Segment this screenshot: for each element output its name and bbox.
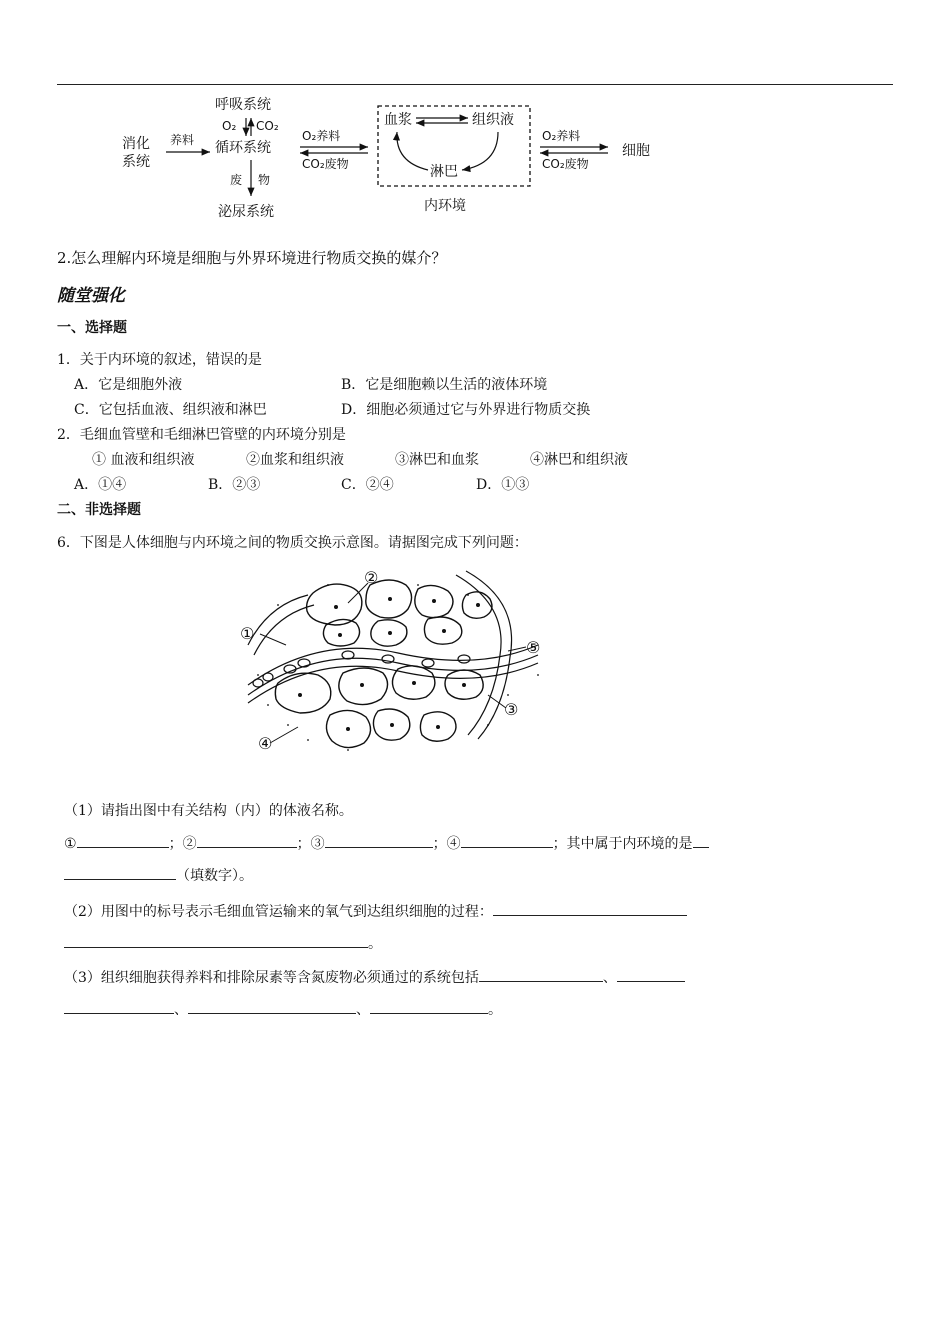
urinary-label: 泌尿系统 — [218, 204, 274, 220]
lymph-vessel — [248, 571, 512, 739]
question-2-text: 2.怎么理解内环境是细胞与外界环境进行物质交换的媒介？ — [57, 249, 447, 267]
respiratory-label: 呼吸系统 — [215, 97, 271, 113]
mcq-2-stem: 2．毛细血管壁和毛细淋巴管壁的内环境分别是 — [57, 427, 346, 443]
exchange-flow-diagram — [110, 92, 680, 227]
question-6-stem: 6．下图是人体细胞与内环境之间的物质交换示意图。请据图完成下列问题： — [57, 535, 528, 551]
mcq-2-option-d: D．①③ — [476, 477, 530, 493]
mcq-1-option-b: B．它是细胞赖以生活的液体环境 — [341, 377, 548, 393]
subquestion-3-end: 。 — [488, 1002, 502, 1018]
mcq-2-item-4: ④淋巴和组织液 — [530, 452, 628, 468]
answer-blank-5b[interactable] — [64, 864, 176, 880]
subquestion-2-end: 。 — [368, 936, 382, 952]
mcq-1-stem: 1．关于内环境的叙述，错误的是 — [57, 352, 262, 368]
part-2-title: 二、非选择题 — [57, 502, 141, 518]
figure-label-4: ④ — [258, 734, 273, 753]
subquestion-3-line — [64, 966, 685, 987]
subquestion-2-line — [64, 900, 687, 921]
mcq-2-option-b: B．②③ — [208, 477, 261, 493]
mcq-2-option-c: C．②④ — [341, 477, 394, 493]
answer-blank-9[interactable] — [188, 998, 356, 1014]
label-lines — [260, 583, 526, 743]
subquestion-3-sep-3: 、 — [356, 1002, 370, 1018]
tissue-cells — [275, 580, 492, 748]
subquestion-2-text: （2）用图中的标号表示毛细血管运输来的氧气到达组织细胞的过程： — [64, 904, 493, 920]
subquestion-3-text: （3）组织细胞获得养料和排除尿素等含氮废物必须通过的系统包括 — [64, 970, 479, 986]
answer-blank-2[interactable] — [197, 832, 297, 848]
subquestion-3-sep-1: 、 — [602, 970, 617, 986]
figure-label-5: ⑤ — [526, 638, 541, 657]
waste-char-1: 废 — [230, 173, 243, 187]
top-rule — [57, 84, 893, 85]
subquestion-2-second-line — [64, 932, 382, 953]
plasma-label: 血浆 — [384, 112, 412, 128]
internal-env-question: ；其中属于内环境的是 — [552, 836, 693, 852]
subquestion-1-text: （1）请指出图中有关结构（内）的体液名称。 — [64, 803, 353, 819]
nutrients-label: 养料 — [170, 133, 195, 147]
blank-label-4: ④ — [446, 836, 461, 852]
tissue-exchange-figure — [238, 565, 558, 765]
subquestion-3-sep-2: 、 — [174, 1002, 188, 1018]
mcq-2-option-a: A．①④ — [74, 477, 127, 493]
mcq-1-option-a: A．它是细胞外液 — [74, 377, 183, 393]
co2-waste-label-2: CO₂废物 — [542, 157, 589, 171]
figure-label-2: ② — [364, 568, 379, 587]
subquestion-3-second-line — [64, 998, 502, 1019]
cell-nuclei — [298, 597, 480, 731]
part-1-title: 一、选择题 — [57, 320, 127, 336]
blank-separator-1: ； — [168, 836, 183, 852]
blank-label-2: ② — [182, 836, 197, 852]
answer-blank-8b[interactable] — [64, 998, 174, 1014]
digestive-label-2: 系统 — [122, 154, 150, 170]
answer-blank-6b[interactable] — [64, 932, 368, 948]
lymph-to-plasma-arrow — [397, 132, 428, 170]
blank-separator-3: ； — [432, 836, 447, 852]
internal-env-label: 内环境 — [424, 198, 466, 214]
waste-char-2: 物 — [258, 173, 271, 187]
answer-blank-5a[interactable] — [693, 832, 709, 848]
o2-nutrients-label-2: O₂养料 — [542, 129, 581, 143]
blank-label-3: ③ — [310, 836, 325, 852]
lymph-label: 淋巴 — [430, 164, 458, 180]
cell-label: 细胞 — [622, 143, 650, 159]
section-title: 随堂强化 — [57, 286, 125, 306]
o2-nutrients-label-1: O₂养料 — [302, 129, 341, 143]
co2-label: CO₂ — [256, 119, 279, 133]
o2-label: O₂ — [222, 119, 237, 133]
mcq-1-option-c: C．它包括血液、组织液和淋巴 — [74, 402, 267, 418]
mcq-2-item-2: ②血浆和组织液 — [246, 452, 344, 468]
tissue-fluid-label: 组织液 — [472, 112, 514, 128]
tissue-to-lymph-arrow — [462, 132, 498, 170]
capillary-vessel — [248, 645, 538, 703]
subquestion-1-second-line — [64, 864, 253, 885]
mcq-2-item-3: ③淋巴和血浆 — [395, 452, 479, 468]
answer-blank-8a[interactable] — [617, 966, 685, 982]
answer-blank-10[interactable] — [370, 998, 488, 1014]
blank-separator-2: ； — [296, 836, 311, 852]
answer-blank-1[interactable] — [77, 832, 169, 848]
figure-label-1: ① — [240, 624, 255, 643]
mcq-2-item-1: ① 血液和组织液 — [92, 452, 195, 468]
subquestion-1-blanks-line — [64, 832, 709, 853]
fill-number-hint: （填数字）。 — [176, 868, 253, 884]
answer-blank-6a[interactable] — [493, 900, 687, 916]
answer-blank-7[interactable] — [479, 966, 603, 982]
co2-waste-label-1: CO₂废物 — [302, 157, 349, 171]
answer-blank-3[interactable] — [325, 832, 433, 848]
answer-blank-4[interactable] — [461, 832, 553, 848]
digestive-label-1: 消化 — [122, 136, 150, 152]
mcq-1-option-d: D．细胞必须通过它与外界进行物质交换 — [341, 402, 591, 418]
circulatory-label: 循环系统 — [215, 140, 271, 156]
blank-label-1: ① — [64, 836, 77, 852]
figure-label-3: ③ — [504, 700, 519, 719]
